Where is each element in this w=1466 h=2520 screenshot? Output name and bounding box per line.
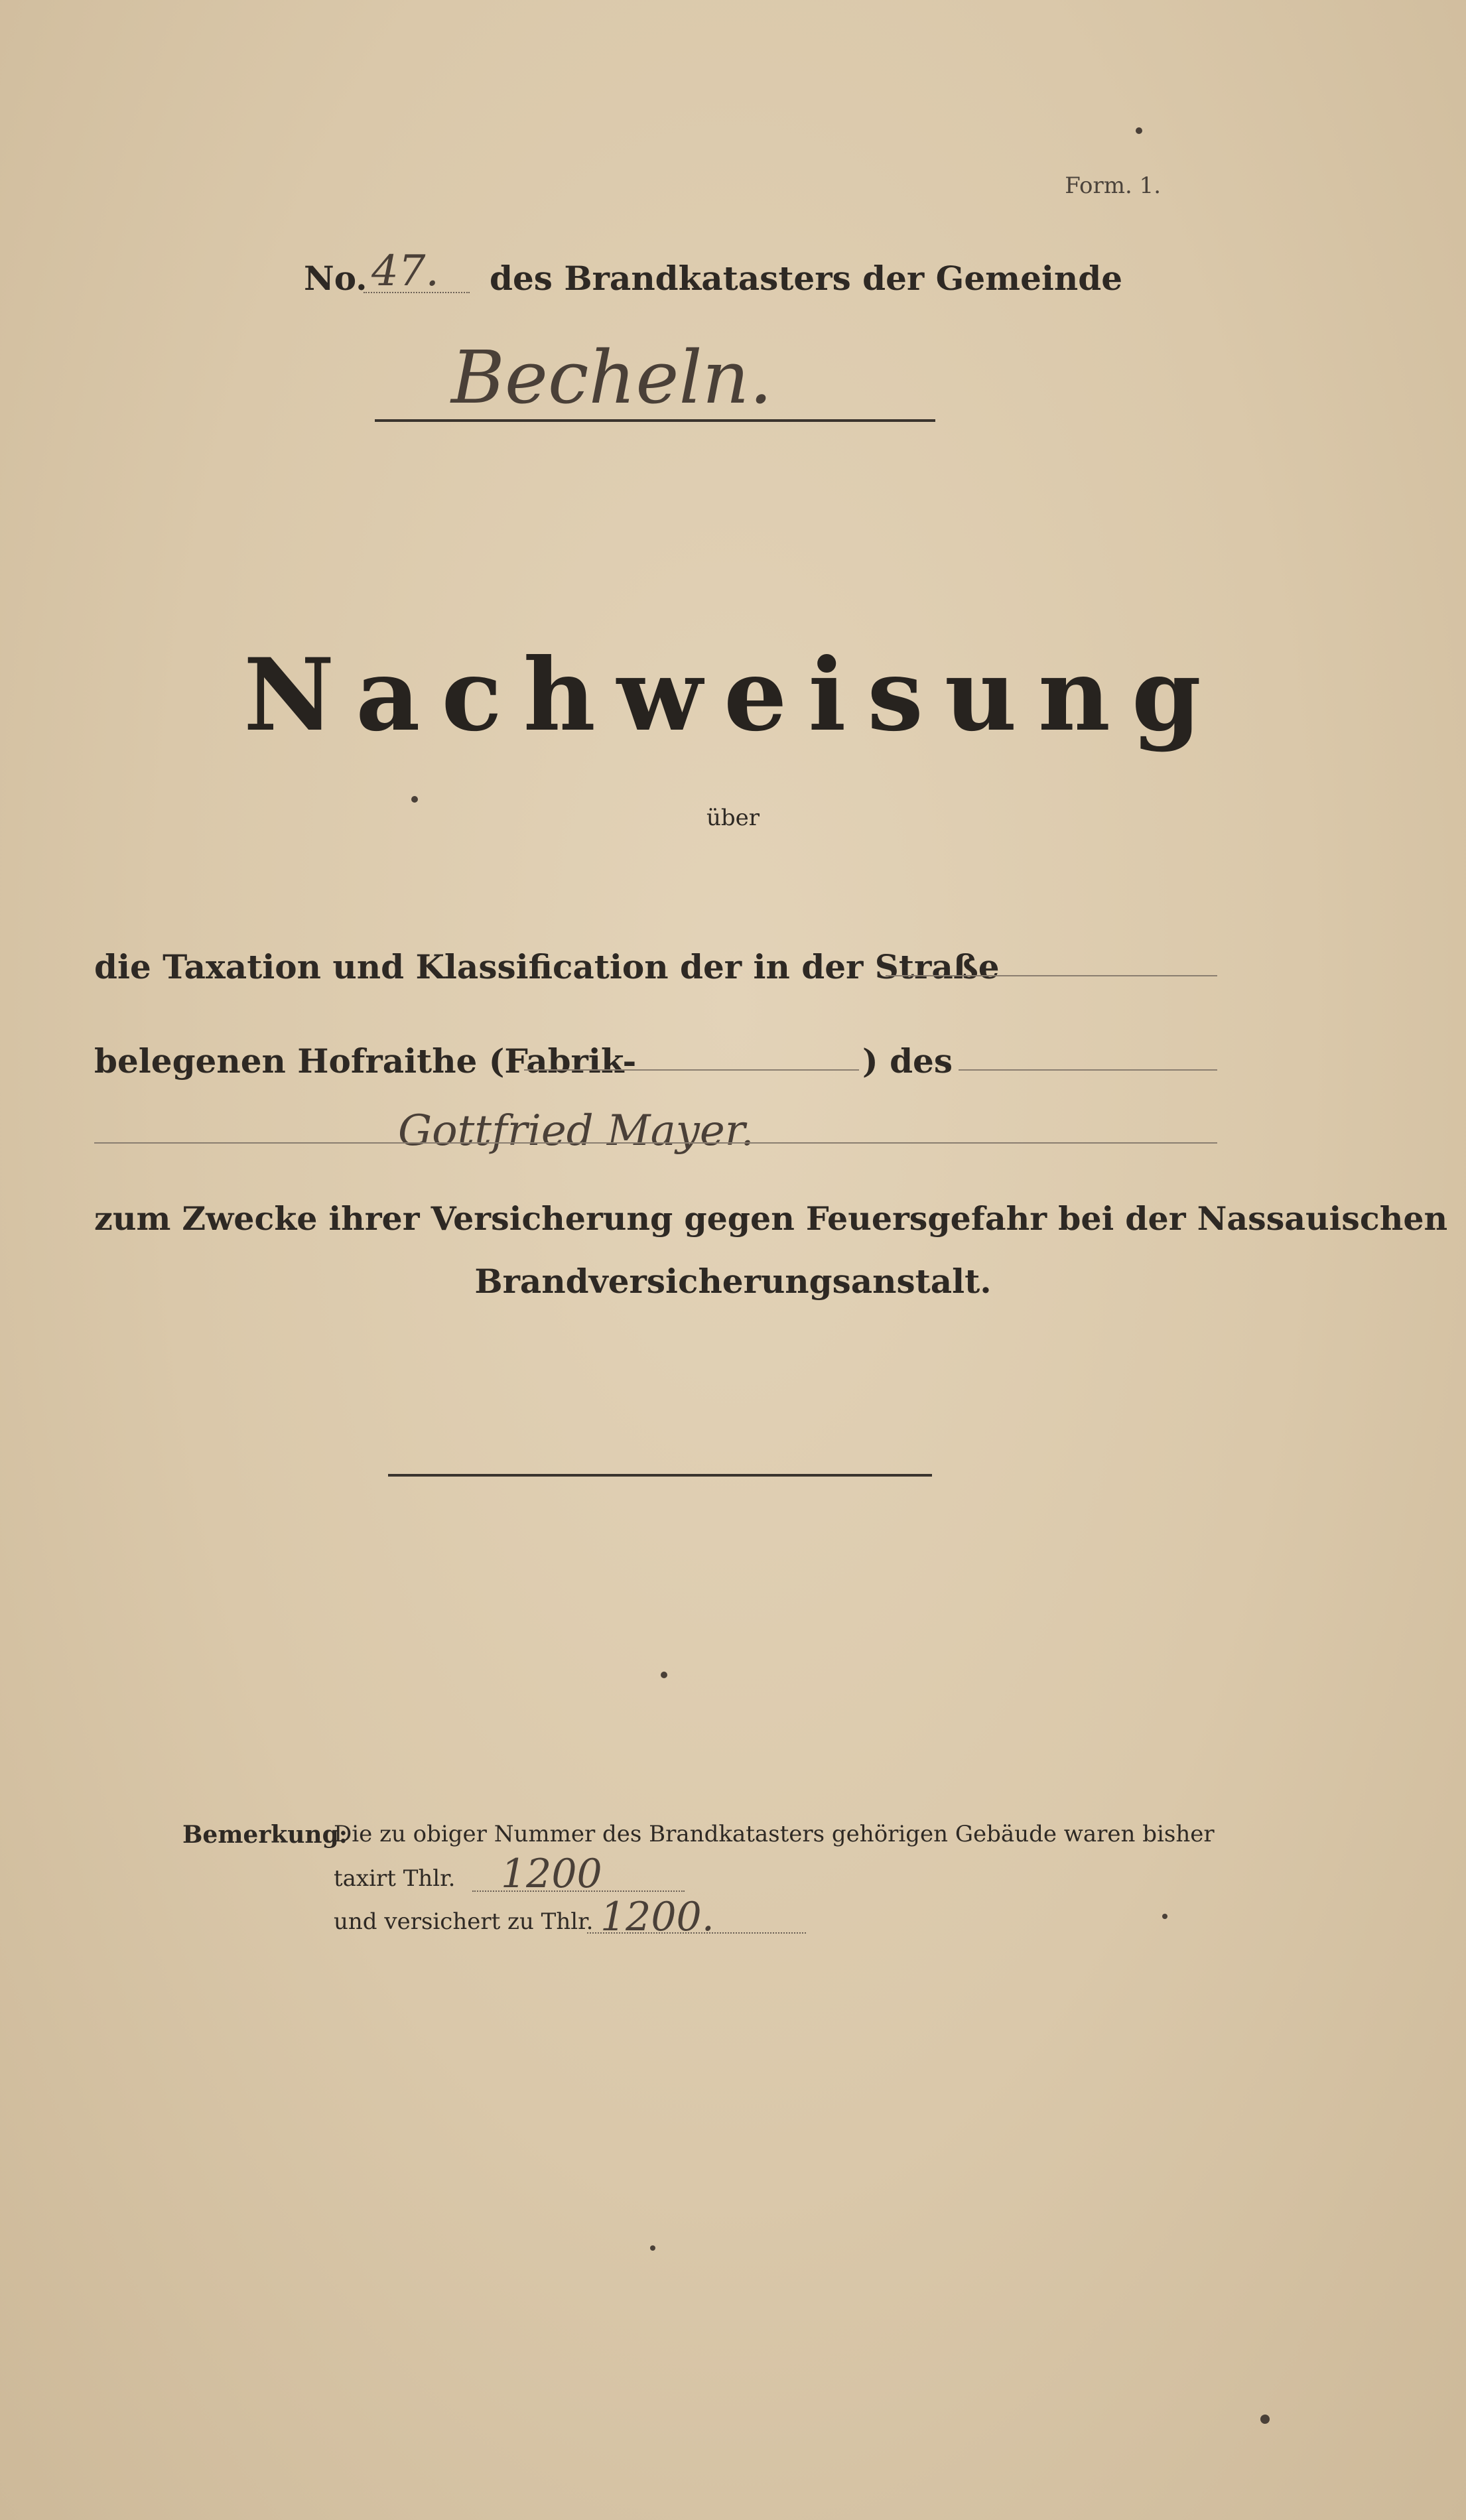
taxed-line	[472, 1890, 685, 1892]
owner-prefix-line	[959, 1069, 1217, 1071]
factory-line	[524, 1069, 859, 1071]
municipality-name: Becheln.	[451, 335, 773, 420]
body-line-2-right: ) des	[862, 1041, 953, 1081]
subtitle: über	[706, 805, 760, 831]
header-no-label: No.	[304, 259, 367, 298]
owner-name: Gottfried Mayer.	[398, 1106, 754, 1156]
insured-label: und versichert zu Thlr.	[334, 1908, 594, 1935]
body-line-2-left: belegenen Hofraithe (Fabrik-	[94, 1041, 637, 1081]
insured-line	[587, 1932, 806, 1934]
body-line-3: zum Zwecke ihrer Versicherung gegen Feuersgefahr bei der Nassauischen	[94, 1199, 1448, 1238]
header-number: 47.	[371, 247, 439, 296]
header-suffix: des Brandkatasters der Gemeinde	[490, 259, 1123, 298]
paper-speck	[650, 2245, 655, 2251]
body-line-4: Brandversicherungsanstalt.	[474, 1262, 992, 1301]
street-line	[886, 975, 1217, 976]
paper-speck	[661, 1672, 667, 1678]
body-line-1: die Taxation und Klassification der in der Straße	[94, 947, 1000, 986]
paper-speck	[411, 796, 418, 803]
remark-text: Die zu obiger Nummer des Brandkatasters gehörigen Gebäude waren bisher	[334, 1821, 1215, 1847]
paper-speck	[1162, 1914, 1167, 1919]
paper-speck	[1136, 127, 1142, 134]
taxed-label: taxirt Thlr.	[334, 1865, 456, 1892]
separator-rule	[388, 1474, 932, 1477]
paper-speck	[1260, 2415, 1270, 2424]
owner-line	[94, 1142, 1217, 1144]
form-label: Form. 1.	[1065, 172, 1161, 199]
taxed-value: 1200	[501, 1851, 602, 1897]
insured-value: 1200.	[600, 1894, 714, 1940]
document-title: Nachweisung	[243, 637, 1223, 754]
municipality-underline	[375, 419, 935, 422]
remark-label: Bemerkung:	[182, 1821, 348, 1849]
header-number-line	[364, 292, 470, 293]
